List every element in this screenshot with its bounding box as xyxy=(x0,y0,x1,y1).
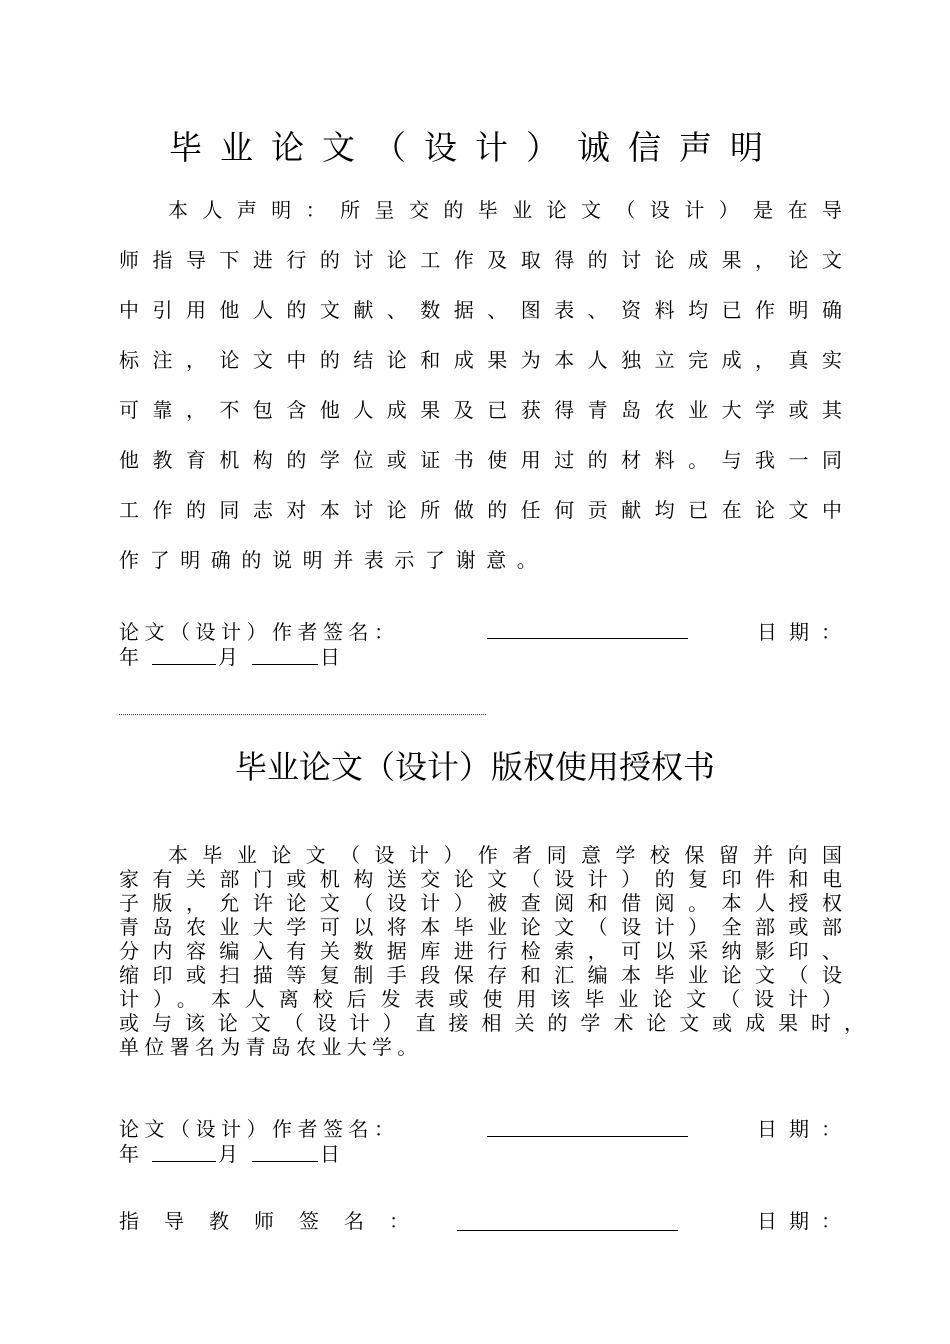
integrity-title: 毕业论文（设计）诚信声明 xyxy=(169,128,781,167)
author-sign-field[interactable] xyxy=(487,638,688,639)
copyright-author-sign-label: 论文（设计）作者签名： xyxy=(119,1117,400,1141)
integrity-line-2: 师指导下进行的讨论工作及取得的讨论成果，论文 xyxy=(119,248,842,272)
copyright-year-label: 年 xyxy=(119,1142,139,1166)
year-label: 年 xyxy=(119,645,139,669)
day-label: 日 xyxy=(320,645,340,669)
month-field[interactable] xyxy=(152,664,216,665)
copyright-line-3: 子版，允许论文（设计）被查阅和借阅。本人授权 xyxy=(119,891,842,915)
integrity-line-8: 作了明确的说明并表示了谢意。 xyxy=(119,548,548,572)
copyright-line-9: 单位署名为青岛农业大学。 xyxy=(119,1035,423,1059)
copyright-line-1: 本毕业论文（设计）作者同意学校保留并向国 xyxy=(168,843,842,867)
copyright-line-8: 或与该论文（设计）直接相关的学术论文或成果时， xyxy=(119,1011,864,1035)
integrity-line-4: 标注，论文中的结论和成果为本人独立完成，真实 xyxy=(119,348,842,372)
date-label: 日期： xyxy=(757,620,853,644)
copyright-line-5: 分内容编入有关数据库进行检索，可以采纳影印、 xyxy=(119,939,842,963)
advisor-sign-label: 指导教师签名： xyxy=(119,1209,434,1233)
advisor-date-label: 日期： xyxy=(757,1209,853,1233)
copyright-author-sign-field[interactable] xyxy=(487,1136,688,1137)
integrity-line-3: 中引用他人的文献、数据、图表、资料均已作明确 xyxy=(119,298,842,322)
integrity-line-5: 可靠，不包含他人成果及已获得青岛农业大学或其 xyxy=(119,398,842,422)
integrity-line-7: 工作的同志对本讨论所做的任何贡献均已在论文中 xyxy=(119,498,842,522)
month-label: 月 xyxy=(218,645,238,669)
copyright-day-label: 日 xyxy=(320,1142,340,1166)
copyright-day-field[interactable] xyxy=(252,1161,318,1162)
copyright-line-6: 缩印或扫描等复制手段保存和汇编本毕业论文（设 xyxy=(119,963,842,987)
integrity-line-6: 他教育机构的学位或证书使用过的材料。与我一同 xyxy=(119,448,842,472)
section-divider xyxy=(119,714,486,715)
copyright-month-label: 月 xyxy=(218,1142,238,1166)
copyright-line-4: 青岛农业大学可以将本毕业论文（设计）全部或部 xyxy=(119,915,842,939)
author-sign-label: 论文（设计）作者签名： xyxy=(119,620,400,644)
copyright-line-2: 家有关部门或机构送交论文（设计）的复印件和电 xyxy=(119,867,842,891)
copyright-date-label: 日期： xyxy=(757,1117,853,1141)
day-field[interactable] xyxy=(252,664,318,665)
advisor-sign-field[interactable] xyxy=(457,1230,678,1231)
copyright-line-7: 计）。本人离校后发表或使用该毕业论文（设计） xyxy=(119,987,842,1011)
copyright-title: 毕业论文（设计）版权使用授权书 xyxy=(234,748,715,786)
copyright-month-field[interactable] xyxy=(152,1161,216,1162)
integrity-line-1: 本人声明：所呈交的毕业论文（设计）是在导 xyxy=(168,198,842,222)
